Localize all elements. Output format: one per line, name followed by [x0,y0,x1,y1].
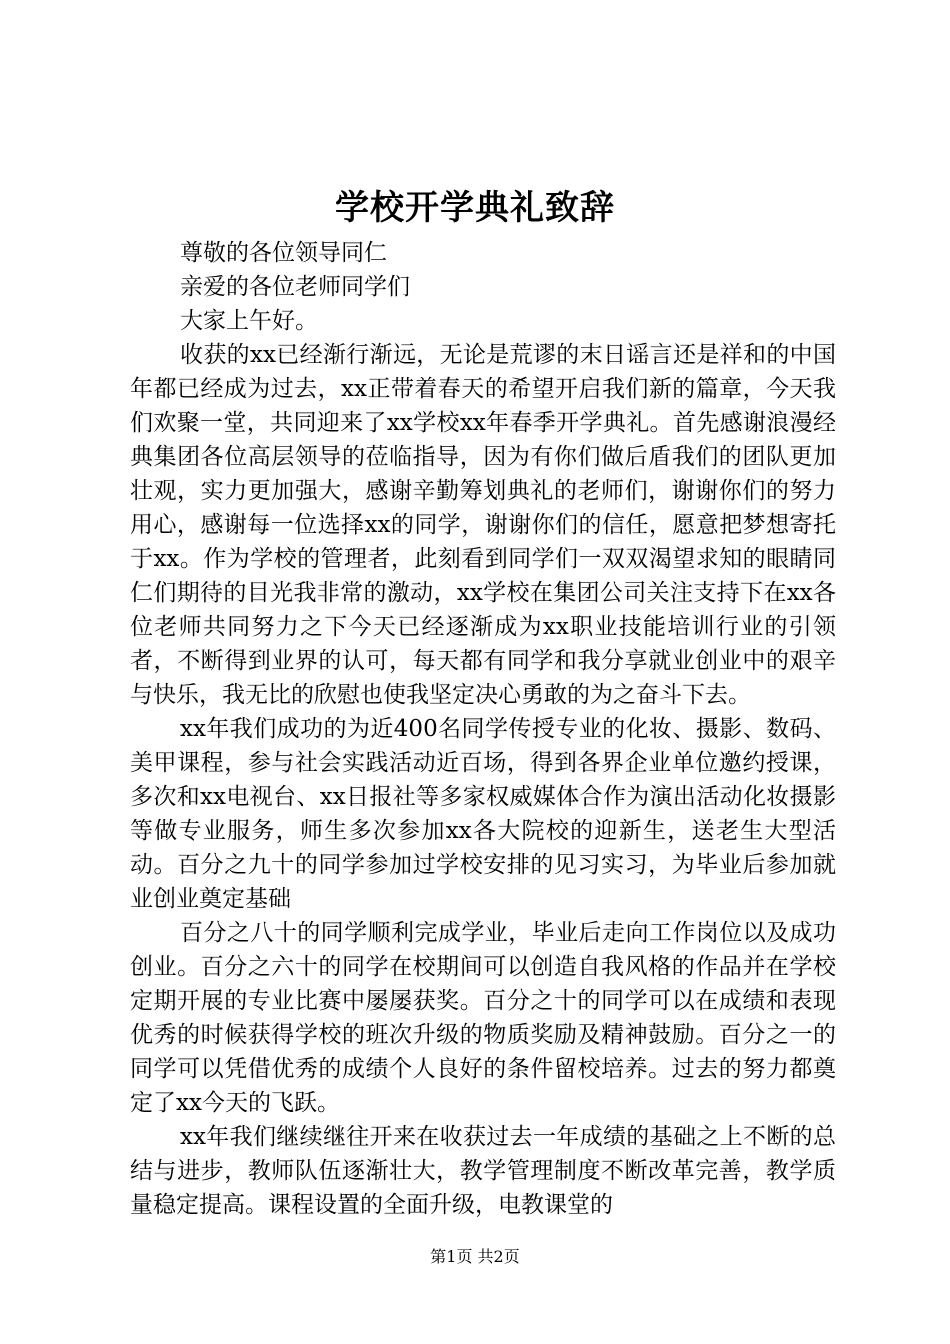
page-number-footer: 第1页 共2页 [430,1247,520,1266]
greeting-line: 尊敬的各位领导同仁 [180,240,387,266]
body-paragraph: xx年我们成功的为近400名同学传授专业的化妆、摄影、数码、美甲课程，参与社会实践活动近百场，得到各界企业单位邀约授课，多次和xx电视台、xx日报社等多家权威媒体合作为演出活动化妆摄影等做专业服务，师生多次参加xx各大院校的迎新生，送老生大型活动。百分之九十的同学参加过学校安排的见习实习，为毕业后参加就业创业奠定基础 [130,716,836,912]
body-paragraph: 百分之八十的同学顺利完成学业，毕业后走向工作岗位以及成功创业。百分之六十的同学在校期间可以创造自我风格的作品并在学校定期开展的专业比赛中屡屡获奖。百分之十的同学可以在成绩和表现优秀的时候获得学校的班次升级的物质奖励及精神鼓励。百分之一的同学可以凭借优秀的成绩个人良好的条件留校培养。过去的努力都奠定了xx今天的飞跃。 [130,920,836,1116]
greeting-line: 大家上午好。 [180,308,318,334]
document-body [130,236,836,1222]
greeting-line: 亲爱的各位老师同学们 [180,274,410,300]
body-paragraph: xx年我们继续继往开来在收获过去一年成绩的基础之上不断的总结与进步，教师队伍逐渐壮大，教学管理制度不断改革完善，教学质量稳定提高。课程设置的全面升级，电教课堂的 [130,1124,836,1218]
body-paragraph: 收获的xx已经渐行渐远，无论是荒谬的末日谣言还是祥和的中国年都已经成为过去，xx正带着春天的希望开启我们新的篇章，今天我们欢聚一堂，共同迎来了xx学校xx年春季开学典礼。首先感谢浪漫经典集团各位高层领导的莅临指导，因为有你们做后盾我们的团队更加壮观，实力更加强大，感谢辛勤筹划典礼的老师们，谢谢你们的努力用心，感谢每一位选择xx的同学，谢谢你们的信任，愿意把梦想寄托于xx。作为学校的管理者，此刻看到同学们一双双渴望求知的眼睛同仁们期待的目光我非常的激动，xx学校在集团公司关注支持下在xx各位老师共同努力之下今天已经逐渐成为xx职业技能培训行业的引领者，不断得到业界的认可，每天都有同学和我分享就业创业中的艰辛与快乐，我无比的欣慰也使我坚定决心勇敢的为之奋斗下去。 [130,342,836,708]
document-title: 学校开学典礼致辞 [335,188,615,228]
